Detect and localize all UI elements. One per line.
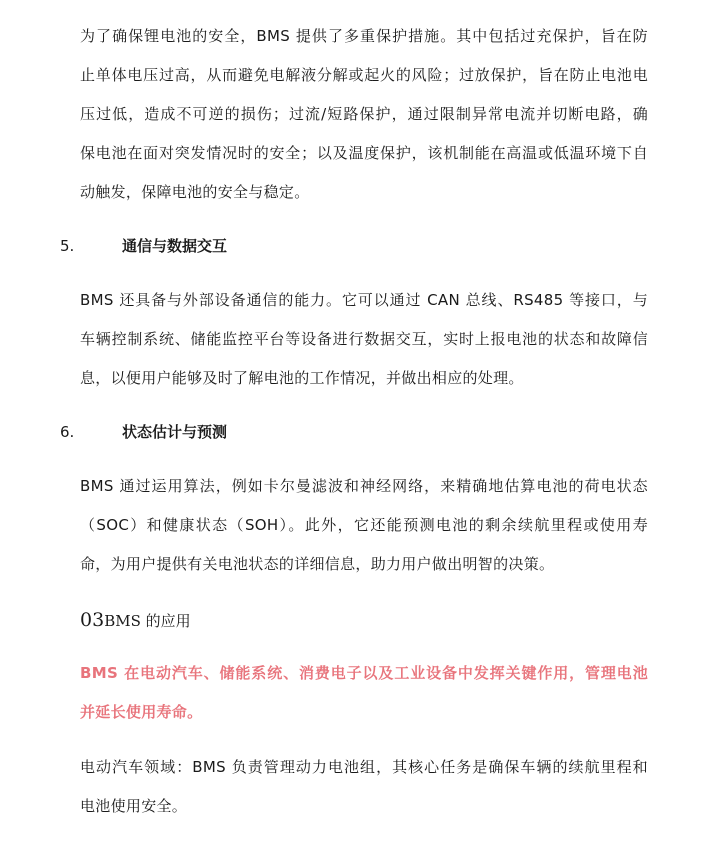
text-line: BMS 还具备与外部设备通信的能力。它可以通过 CAN 总线、RS485 等接口，与 bbox=[80, 291, 648, 309]
text-line: （SOC）和健康状态（SOH）。此外，它还能预测电池的剩余续航里程或使用寿 bbox=[80, 516, 648, 534]
highlight-paragraph bbox=[80, 654, 648, 732]
text-line: 命，为用户提供有关电池状态的详细信息，助力用户做出明智的决策。 bbox=[80, 555, 555, 573]
text-line: BMS 通过运用算法，例如卡尔曼滤波和神经网络，来精确地估算电池的荷电状态 bbox=[80, 477, 648, 495]
text-line: 车辆控制系统、储能监控平台等设备进行数据交互，实时上报电池的状态和故障信 bbox=[80, 330, 648, 348]
ev-paragraph bbox=[80, 748, 648, 826]
text-line: 止单体电压过高，从而避免电解液分解或起火的风险；过放保护，旨在防止电池电 bbox=[80, 66, 648, 84]
section-number: 03 bbox=[80, 609, 105, 631]
text-line: 并延长使用寿命。 bbox=[80, 703, 203, 721]
section-text: BMS 的应用 bbox=[104, 612, 191, 630]
text-line: 息，以便用户能够及时了解电池的工作情况，并做出相应的处理。 bbox=[80, 369, 524, 387]
text-line: 动触发，保障电池的安全与稳定。 bbox=[80, 183, 310, 201]
text-line: 保电池在面对突发情况时的安全；以及温度保护，该机制能在高温或低温环境下自 bbox=[80, 144, 648, 162]
text-line: 为了确保锂电池的安全，BMS 提供了多重保护措施。其中包括过充保护，旨在防 bbox=[80, 27, 648, 45]
heading-number: 5. bbox=[60, 237, 75, 255]
text-line: 电动汽车领域：BMS 负责管理动力电池组，其核心任务是确保车辆的续航里程和 bbox=[80, 758, 648, 776]
estimation-paragraph bbox=[80, 467, 648, 584]
text-line: 电池使用安全。 bbox=[80, 797, 188, 815]
heading-title: 状态估计与预测 bbox=[122, 423, 228, 441]
text-line: 压过低，造成不可逆的损伤；过流/短路保护，通过限制异常电流并切断电路，确 bbox=[80, 105, 648, 123]
communication-paragraph bbox=[80, 281, 648, 398]
section-title bbox=[80, 607, 191, 634]
text-line: BMS 在电动汽车、储能系统、消费电子以及工业设备中发挥关键作用，管理电池 bbox=[80, 664, 648, 682]
heading-title: 通信与数据交互 bbox=[122, 237, 228, 255]
protection-paragraph bbox=[80, 17, 648, 212]
heading-number: 6. bbox=[60, 423, 75, 441]
